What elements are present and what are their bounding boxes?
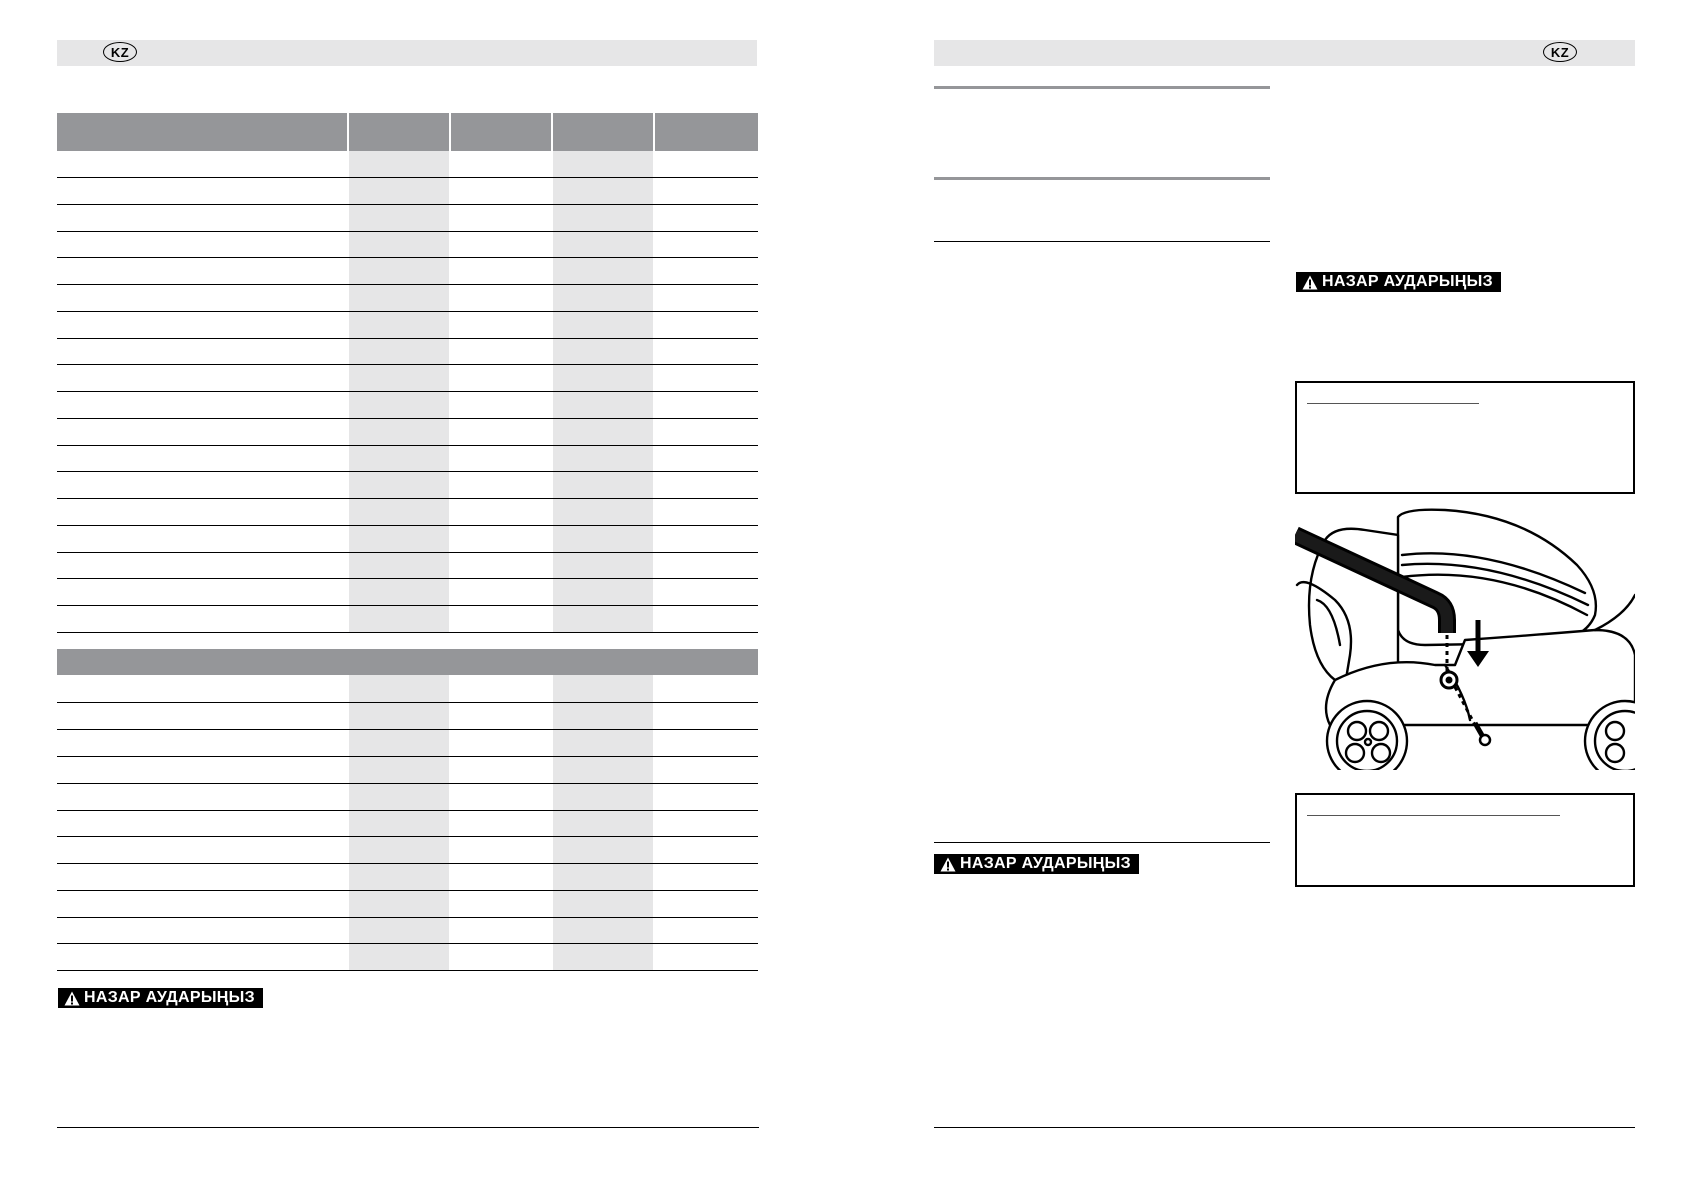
left-warning-label [58,988,263,1008]
table-header-cell-2 [349,113,449,151]
vacuum-hose-install-illustration [1295,505,1635,770]
spec-table-grid [57,113,758,971]
shaded-column-c [349,675,449,971]
table-header-cell-5 [655,113,758,151]
table-header-cell-3 [451,113,551,151]
shaded-column-d [553,675,653,971]
warning-triangle-icon [940,857,956,872]
right-warning-top [1296,272,1501,292]
table-section2-header [57,649,758,675]
right-footer-rule [934,1127,1635,1128]
left-header-bar [57,40,757,66]
table-header-cell-4 [553,113,653,151]
right-col-rule-1 [934,86,1270,89]
right-lang-badge: KZ [1543,42,1577,62]
right-col-rule-2 [934,177,1270,180]
right-col-rule-3 [934,241,1270,242]
spec-table [57,113,758,971]
warning-triangle-icon [64,991,80,1006]
note-box-1 [1295,381,1635,494]
right-header-bar [934,40,1635,66]
right-warning-top-text: НАЗАР АУДАРЫҢЫЗ [1322,273,1493,290]
right-warning-bottom-text: НАЗАР АУДАРЫҢЫЗ [960,855,1131,872]
left-warning-text: НАЗАР АУДАРЫҢЫЗ [84,989,255,1006]
right-col-rule-4 [934,842,1270,843]
right-warning-bottom [934,854,1139,874]
warning-triangle-icon [1302,275,1318,290]
table-header-cell-1 [57,113,347,151]
note-box-1-title-line [1307,403,1479,404]
note-box-2 [1295,793,1635,887]
note-box-2-title-line [1307,815,1560,816]
left-footer-rule [57,1127,759,1128]
left-lang-badge: KZ [103,42,137,62]
vacuum-cleaner-icon [1295,505,1635,770]
